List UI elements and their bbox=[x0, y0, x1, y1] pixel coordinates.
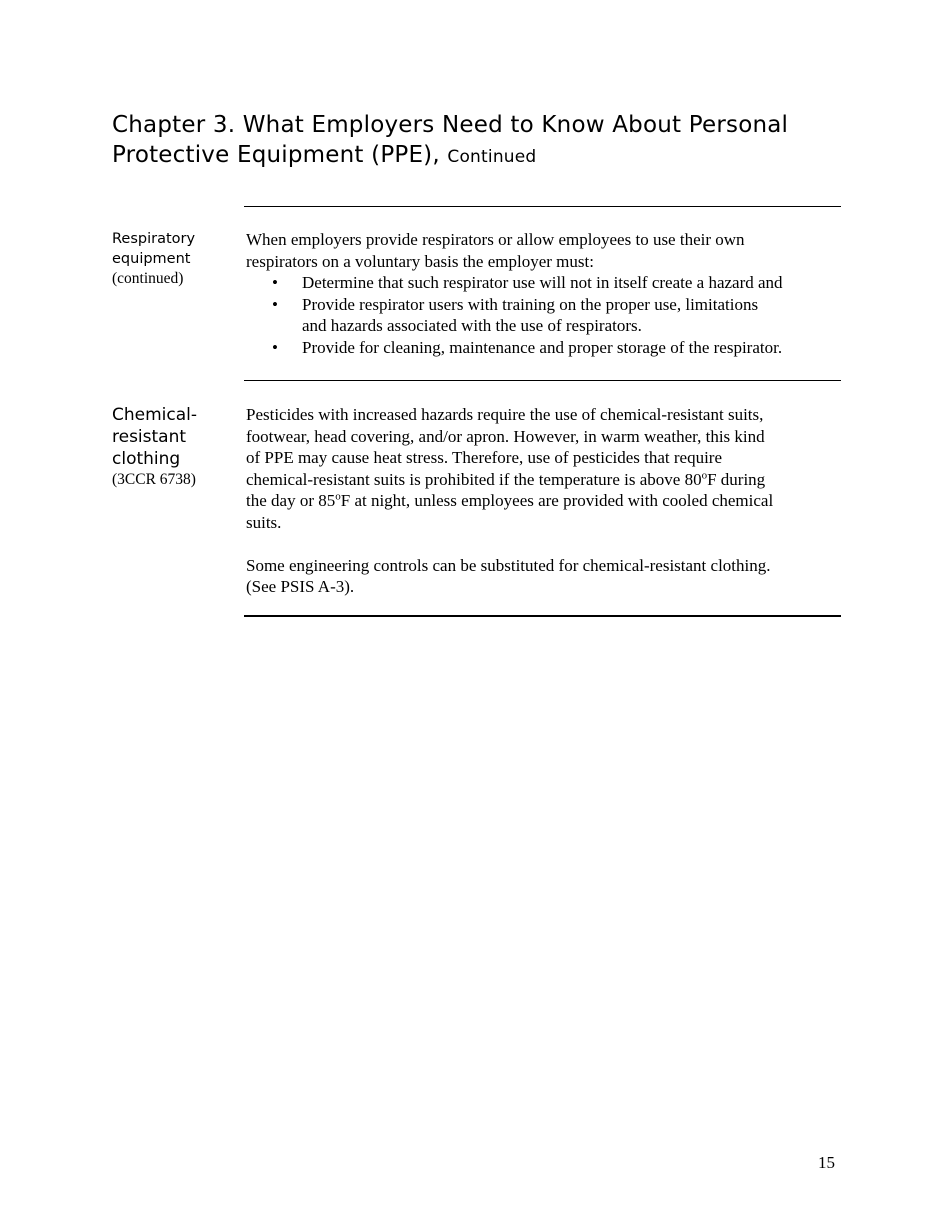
intro-line: When employers provide respirators or allow employees to use their own bbox=[246, 230, 745, 249]
bullet-icon: • bbox=[272, 294, 278, 314]
bullet-list bbox=[246, 272, 841, 358]
section-body-chemical bbox=[246, 404, 841, 598]
page-number: 15 bbox=[818, 1153, 835, 1172]
page-title bbox=[112, 110, 852, 172]
intro-line: respirators on a voluntary basis the employer must: bbox=[246, 251, 594, 271]
text-line: chemical-resistant suits is prohibited if the temperature is above 80 bbox=[246, 469, 702, 489]
divider-bottom bbox=[244, 615, 841, 617]
text-line: footwear, head covering, and/or apron. However, in warm weather, this kind bbox=[246, 426, 765, 446]
divider-middle bbox=[244, 380, 841, 381]
degree-sup: o bbox=[701, 468, 708, 481]
sidebar-heading-respiratory bbox=[112, 229, 237, 289]
divider-top bbox=[244, 206, 841, 207]
text-line: F at night, unless employees are provided with cooled chemical bbox=[340, 491, 774, 510]
list-item bbox=[246, 272, 841, 294]
text-line: F during bbox=[707, 469, 766, 489]
title-line-1: Chapter 3. What Employers Need to Know About Personal bbox=[112, 112, 789, 138]
text-line: the day or 85 bbox=[246, 491, 336, 510]
heading-line: resistant bbox=[112, 427, 187, 447]
sidebar-heading-chemical bbox=[112, 404, 237, 490]
list-item bbox=[246, 337, 841, 359]
heading-sub: (3CCR 6738) bbox=[112, 471, 196, 488]
heading-sub: (continued) bbox=[112, 270, 184, 287]
list-item-text: Provide for cleaning, maintenance and proper storage of the respirator. bbox=[302, 337, 783, 357]
list-item-text: Determine that such respirator use will not in itself create a hazard and bbox=[302, 273, 783, 292]
list-item-text: Provide respirator users with training on the proper use, limitations bbox=[302, 294, 759, 314]
paragraph bbox=[246, 555, 841, 598]
text-line: of PPE may cause heat stress. Therefore, use of pesticides that require bbox=[246, 448, 722, 467]
text-line: suits. bbox=[246, 512, 282, 532]
title-line-2: Protective Equipment (PPE), bbox=[112, 142, 440, 168]
list-item bbox=[246, 294, 841, 337]
paragraph bbox=[246, 404, 841, 533]
text-line: Pesticides with increased hazards require the use of chemical-resistant suits, bbox=[246, 405, 764, 424]
text-line: Some engineering controls can be substituted for chemical-resistant clothing. bbox=[246, 555, 771, 575]
text-line: (See PSIS A-3). bbox=[246, 577, 355, 596]
section-body-respiratory bbox=[246, 229, 841, 358]
bullet-icon: • bbox=[272, 273, 278, 292]
bullet-icon: • bbox=[272, 337, 278, 357]
list-item-text: and hazards associated with the use of respirators. bbox=[302, 316, 642, 335]
degree-sup: o bbox=[335, 490, 341, 503]
heading-line: equipment bbox=[112, 251, 191, 267]
heading-line: Chemical- bbox=[112, 405, 198, 425]
heading-line: clothing bbox=[112, 449, 181, 469]
title-continued: Continued bbox=[447, 147, 537, 167]
heading-line: Respiratory bbox=[112, 231, 196, 247]
intro-paragraph bbox=[246, 229, 841, 272]
